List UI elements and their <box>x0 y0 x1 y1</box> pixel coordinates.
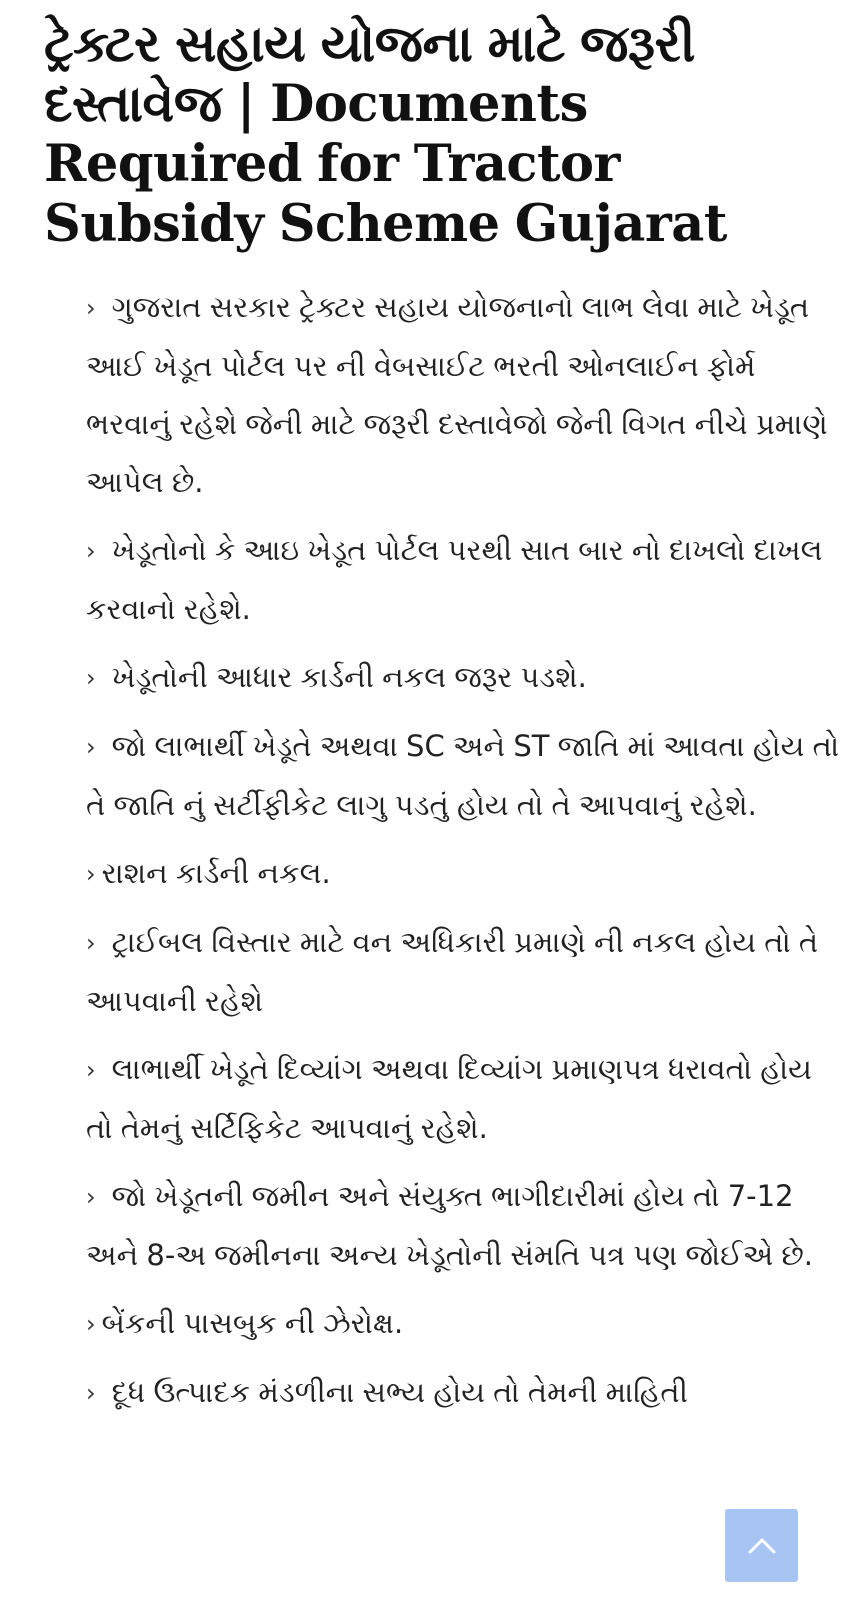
list-item <box>86 913 844 1030</box>
list-item <box>86 717 844 834</box>
list-item <box>86 1167 844 1284</box>
chevron-right-icon: › <box>86 1379 96 1407</box>
list-item-text: ખેડૂતોનો કે આઇ ખેડૂત પોર્ટલ પરથી સાત બાર નો દાખલો દાખલ કરવાનો રહેશે. <box>86 533 823 626</box>
chevron-right-icon: › <box>86 1183 96 1211</box>
chevron-up-icon <box>747 1537 777 1555</box>
scroll-to-top-button[interactable] <box>725 1509 798 1582</box>
list-item <box>86 521 844 638</box>
page-title: ટ્રેક્ટર સહાય યોજના માટે જરૂરી દસ્તાવેજ | Documents Required for Tractor Subsidy Scheme Gujarat <box>44 14 727 254</box>
list-item <box>86 648 844 707</box>
list-item-text: ટ્રાઈબલ વિસ્તાર માટે વન અધિકારી પ્રમાણે ની નકલ હોય તો તે આપવાની રહેશે <box>86 925 819 1018</box>
list-item <box>86 844 844 903</box>
list-item-text: જો ખેડૂતની જમીન અને સંયુક્ત ભાગીદારીમાં હોય તો 7-12 અને 8-અ જમીનના અન્ય ખેડૂતોની સંમતિ પત્ર પણ જોઈએ છે. <box>86 1179 814 1272</box>
list-item <box>86 1040 844 1157</box>
list-item <box>86 1294 844 1353</box>
chevron-right-icon: › <box>86 929 96 957</box>
chevron-right-icon: › <box>86 1056 96 1084</box>
chevron-right-icon: › <box>86 294 96 322</box>
list-item <box>86 278 844 511</box>
list-item-text: દૂધ ઉત્પાદક મંડળીના સભ્ય હોય તો તેમની માહિતી <box>111 1375 688 1409</box>
chevron-right-icon: › <box>86 537 96 565</box>
list-item-text: ગુજરાત સરકાર ટ્રેક્ટર સહાય યોજનાનો લાભ લેવા માટે ખેડૂત આઈ ખેડૂત પોર્ટલ પર ની વેબસાઈટ ભરતી ઓનલાઈન ફોર્મ ભરવાનું રહેશે જેની માટે જરૂરી દસ્તાવેજો જેની વિગત નીચે પ્રમાણે આપેલ છે. <box>86 290 828 499</box>
chevron-right-icon: › <box>86 664 96 692</box>
list-item <box>86 1363 844 1422</box>
article <box>44 14 844 1432</box>
list-item-text: ખેડૂતોની આધાર કાર્ડની નકલ જરૂર પડશે. <box>111 660 587 694</box>
list-item-text: બેંકની પાસબુક ની ઝેરોક્ષ. <box>101 1306 404 1340</box>
list-item-text: રાશન કાર્ડની નકલ. <box>101 856 331 890</box>
chevron-right-icon: › <box>86 1310 96 1338</box>
list-item-text: લાભાર્થી ખેડૂતે દિવ્યાંગ અથવા દિવ્યાંગ પ્રમાણપત્ર ધરાવતો હોય તો તેમનું સર્ટિફિકેટ આપવાનું રહેશે. <box>86 1052 812 1145</box>
list-item-text: જો લાભાર્થી ખેડૂતે અથવા SC અને ST જાતિ માં આવતા હોય તો તે જાતિ નું સર્ટીફીકેટ લાગુ પડતું હોય તો તે આપવાનું રહેશે. <box>86 729 840 822</box>
documents-list <box>44 278 844 1422</box>
chevron-right-icon: › <box>86 733 96 761</box>
chevron-right-icon: › <box>86 860 96 888</box>
